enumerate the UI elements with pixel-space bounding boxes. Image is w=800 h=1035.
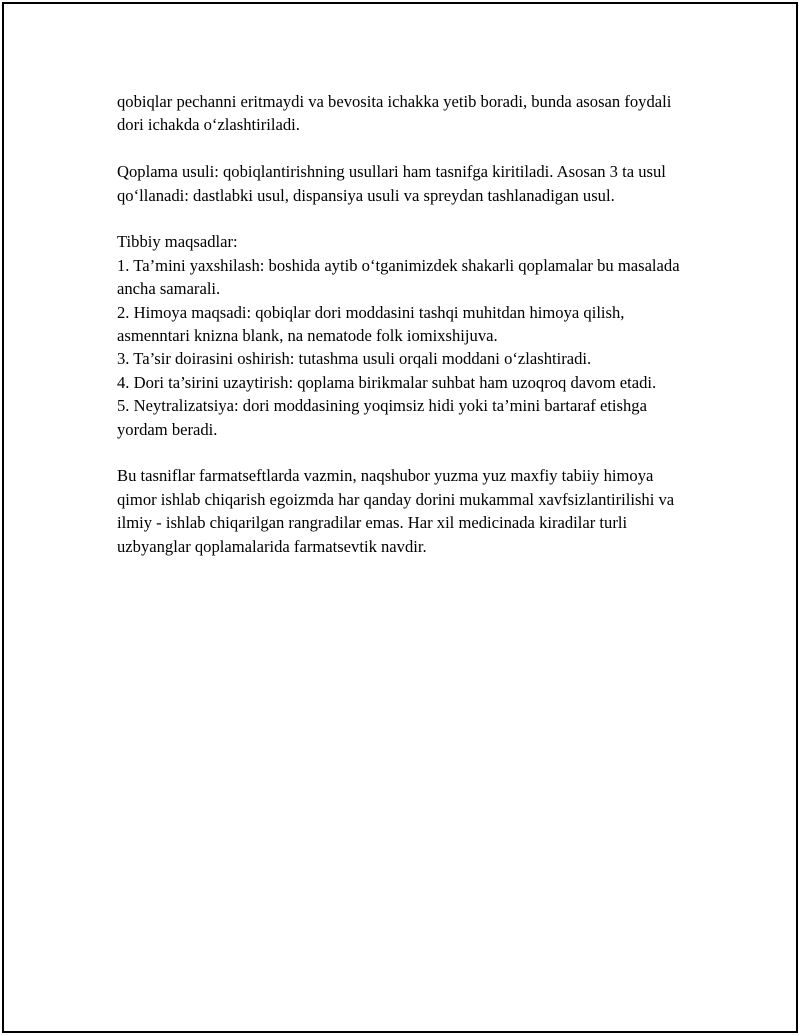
list-item: 1. Ta’mini yaxshilash: boshida aytib o‘tganimizdek shakarli qoplamalar bu masalada ancha samarali.	[117, 255, 680, 299]
list-item: 3. Ta’sir doirasini oshirish: tutashma usuli orqali moddani o‘zlashtiradi.	[117, 349, 592, 369]
section-heading: Tibbiy maqsadlar:	[117, 232, 238, 252]
intro-paragraph: qobiqlar pechanni eritmaydi va bevosita ichakka yetib boradi, bunda asosan foydali dori ichakda o‘zlashtiriladi.	[117, 92, 672, 135]
list-item: 4. Dori ta’sirini uzaytirish: qoplama birikmalar suhbat ham uzoqroq davom etadi.	[117, 372, 657, 392]
document-body	[117, 90, 692, 581]
list-item: 5. Neytralizatsiya: dori moddasining yoqimsiz hidi yoki ta’mini bartaraf etishga yordam beradi.	[117, 396, 647, 439]
closing-paragraph: Bu tasniflar farmatseftlarda vazmin, naqshubor yuzma yuz maxfiy tabiiy himoya qimor ishlab chiqarish egoizmda har qanday dorini mukammal xavfsizlantirilishi va ilmiy - ishlab chiqarilgan rangradilar emas. Har xil medicinada kiradilar turli uzbyanglar qoplamalarida farmatsevtik navdir.	[117, 466, 675, 556]
medical-purposes-section	[117, 230, 692, 441]
list-item: 2. Himoya maqsadi: qobiqlar dori moddasini tashqi muhitdan himoya qilish, asmenntari knizna blank, na nematode folk iomixshijuva.	[117, 302, 625, 346]
coating-methods-paragraph: Qoplama usuli: qobiqlantirishning usullari ham tasnifga kiritiladi. Asosan 3 ta usul qo‘llanadi: dastlabki usul, dispansiya usuli va spreydan tashlanadigan usul.	[117, 162, 666, 205]
